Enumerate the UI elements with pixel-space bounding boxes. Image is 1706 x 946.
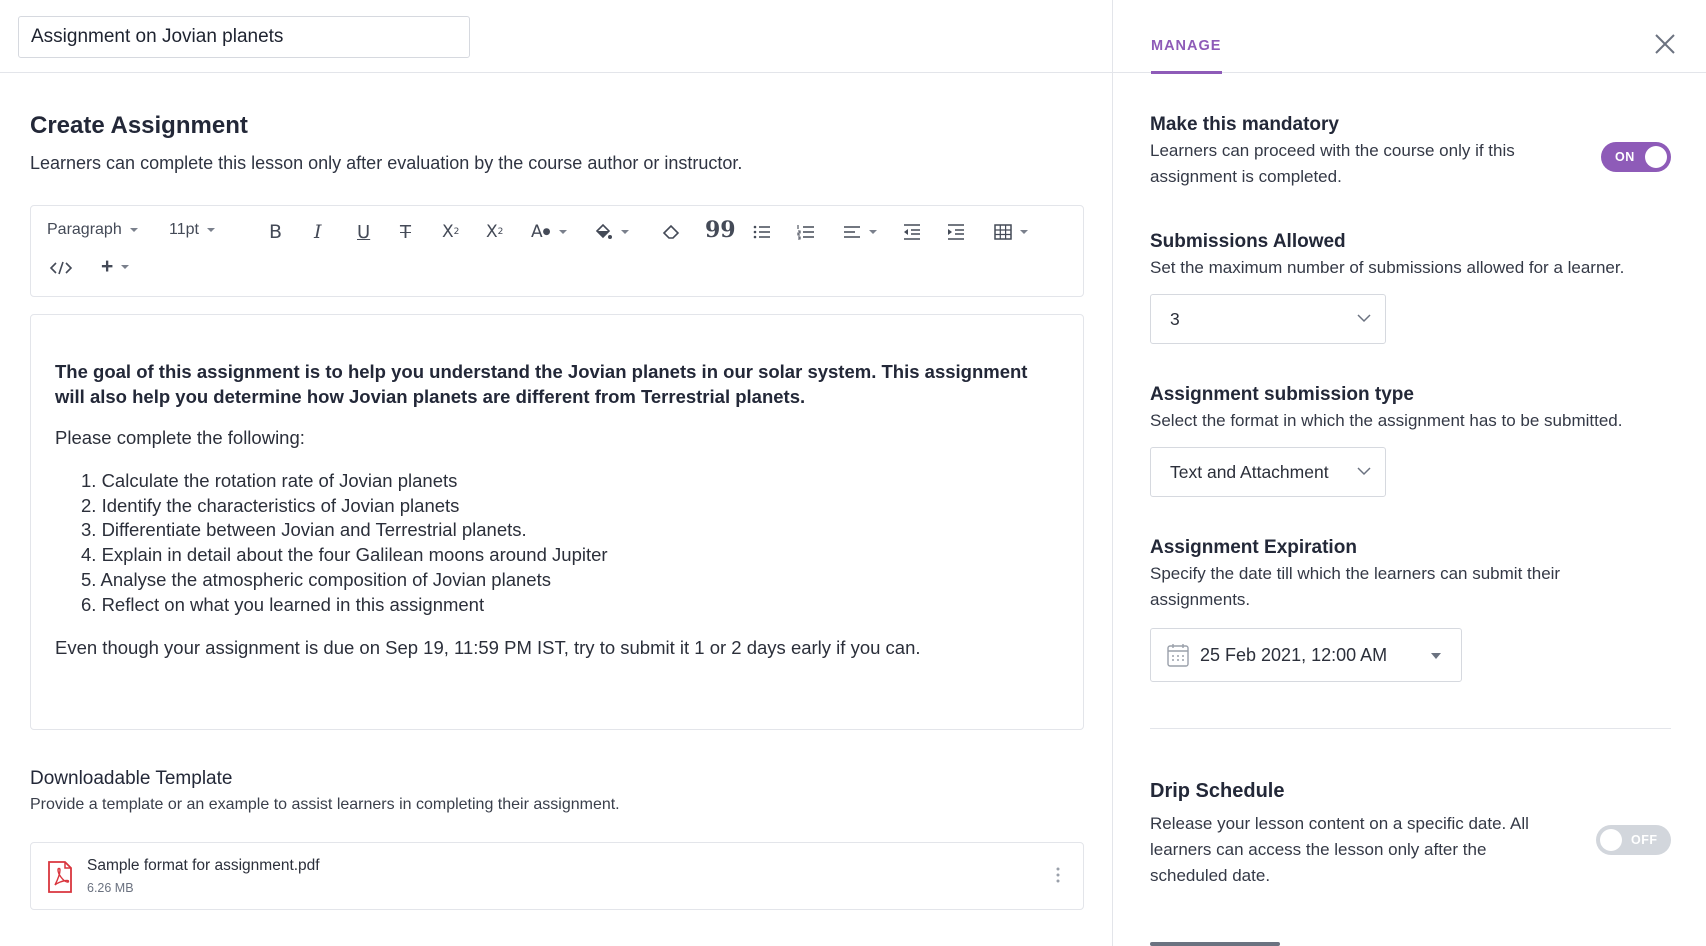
list-item: 6. Reflect on what you learned in this assignment — [81, 593, 485, 615]
italic-icon[interactable]: I — [314, 221, 322, 243]
template-description: Provide a template or an example to assist learners in completing their assignment. — [30, 796, 620, 813]
page-subtitle: Learners can complete this lesson only after evaluation by the course author or instructor. — [30, 153, 743, 173]
divider — [1150, 728, 1671, 729]
table-icon[interactable] — [994, 220, 1028, 244]
list-item: 3. Differentiate between Jovian and Terrestrial planets. — [81, 519, 527, 541]
editor-toolbar — [30, 205, 1084, 297]
more-options-icon[interactable] — [1055, 865, 1061, 885]
toggle-label: OFF — [1631, 833, 1658, 847]
bold-icon[interactable]: B — [269, 221, 283, 243]
submissions-value: 3 — [1170, 309, 1180, 329]
panel-header — [1113, 0, 1706, 73]
template-title: Downloadable Template — [30, 768, 233, 789]
editor-prompt: Please complete the following: — [55, 427, 305, 448]
submission-type-title: Assignment submission type — [1150, 384, 1414, 405]
editor-footer-text: Even though your assignment is due on Sep 19, 11:59 PM IST, try to submit it 1 or 2 days early if you can. — [55, 637, 921, 658]
indent-icon[interactable] — [947, 220, 965, 244]
submission-type-description: Select the format in which the assignment has to be submitted. — [1150, 411, 1623, 430]
lesson-title-input[interactable] — [18, 16, 470, 58]
drip-description: Release your lesson content on a specific date. All learners can access the lesson only after the scheduled date. — [1150, 814, 1529, 885]
expiration-title: Assignment Expiration — [1150, 537, 1357, 558]
rich-text-editor[interactable] — [30, 314, 1084, 730]
active-tab-indicator — [1151, 71, 1222, 74]
task-list — [81, 469, 608, 617]
underline-icon[interactable]: U — [357, 221, 371, 243]
text-color-icon[interactable]: A ● — [531, 220, 567, 244]
close-icon[interactable] — [1654, 33, 1676, 55]
chevron-down-icon — [121, 265, 129, 269]
submissions-select[interactable] — [1150, 294, 1386, 344]
submission-type-value: Text and Attachment — [1170, 462, 1329, 482]
expiration-date-picker[interactable] — [1150, 628, 1462, 682]
highlight-icon[interactable] — [593, 220, 629, 244]
clear-format-icon[interactable] — [661, 220, 681, 244]
toggle-knob — [1645, 146, 1667, 168]
toggle-label: ON — [1615, 150, 1635, 164]
chevron-down-icon — [207, 228, 215, 232]
file-name: Sample format for assignment.pdf — [87, 857, 320, 874]
superscript-icon[interactable]: X 2 — [486, 222, 504, 242]
editor-intro: The goal of this assignment is to help you understand the Jovian planets in our solar system. This assignment will also help you determine how Jovian planets are different from Terrestrial planets. — [55, 361, 1028, 407]
strikethrough-icon[interactable]: T — [400, 221, 411, 243]
outdent-icon[interactable] — [903, 220, 921, 244]
chevron-down-icon — [869, 230, 877, 234]
numbered-list-icon[interactable] — [797, 220, 815, 244]
list-item: 2. Identify the characteristics of Jovian planets — [81, 494, 460, 516]
list-item: 5. Analyse the atmospheric composition of Jovian planets — [81, 568, 551, 590]
align-icon[interactable] — [843, 220, 877, 244]
chevron-down-icon — [1357, 467, 1371, 476]
quote-icon[interactable]: 99 — [705, 217, 736, 243]
code-icon[interactable] — [49, 256, 73, 280]
expiration-description: Specify the date till which the learners can submit their assignments. — [1150, 564, 1561, 609]
bullet-list-icon[interactable] — [753, 220, 771, 244]
cut-off-section-title — [1150, 936, 1280, 946]
drip-toggle[interactable] — [1596, 825, 1671, 855]
chevron-down-icon — [621, 230, 629, 234]
page-title: Create Assignment — [30, 112, 248, 139]
subscript-icon[interactable]: X 2 — [442, 222, 460, 242]
expiration-value: 25 Feb 2021, 12:00 AM — [1200, 645, 1388, 665]
mandatory-description: Learners can proceed with the course only if this assignment is completed. — [1150, 141, 1515, 186]
submission-type-select[interactable] — [1150, 447, 1386, 497]
submissions-description: Set the maximum number of submissions allowed for a learner. — [1150, 258, 1625, 277]
chevron-down-icon — [559, 230, 567, 234]
font-size-label: 11pt — [169, 221, 199, 238]
template-file[interactable] — [30, 842, 1084, 910]
block-format-dropdown[interactable] — [47, 218, 138, 242]
insert-icon[interactable]: + — [101, 255, 129, 279]
pdf-icon — [47, 861, 73, 898]
calendar-icon — [1167, 643, 1189, 667]
mandatory-toggle[interactable] — [1601, 142, 1671, 172]
tab-manage[interactable]: MANAGE — [1151, 38, 1222, 54]
chevron-down-icon — [130, 228, 138, 232]
file-size: 6.26 MB — [87, 881, 134, 895]
submissions-title: Submissions Allowed — [1150, 231, 1346, 252]
manage-panel — [1112, 0, 1706, 946]
caret-down-icon — [1431, 653, 1441, 659]
drip-title: Drip Schedule — [1150, 780, 1285, 802]
mandatory-title: Make this mandatory — [1150, 114, 1339, 135]
toggle-knob — [1600, 829, 1622, 851]
list-item: 4. Explain in detail about the four Galilean moons around Jupiter — [81, 544, 608, 566]
chevron-down-icon — [1020, 230, 1028, 234]
block-format-label: Paragraph — [47, 221, 122, 238]
top-bar — [0, 0, 1112, 73]
list-item: 1. Calculate the rotation rate of Jovian planets — [81, 470, 458, 491]
chevron-down-icon — [1357, 314, 1371, 323]
font-size-dropdown[interactable] — [169, 218, 215, 242]
